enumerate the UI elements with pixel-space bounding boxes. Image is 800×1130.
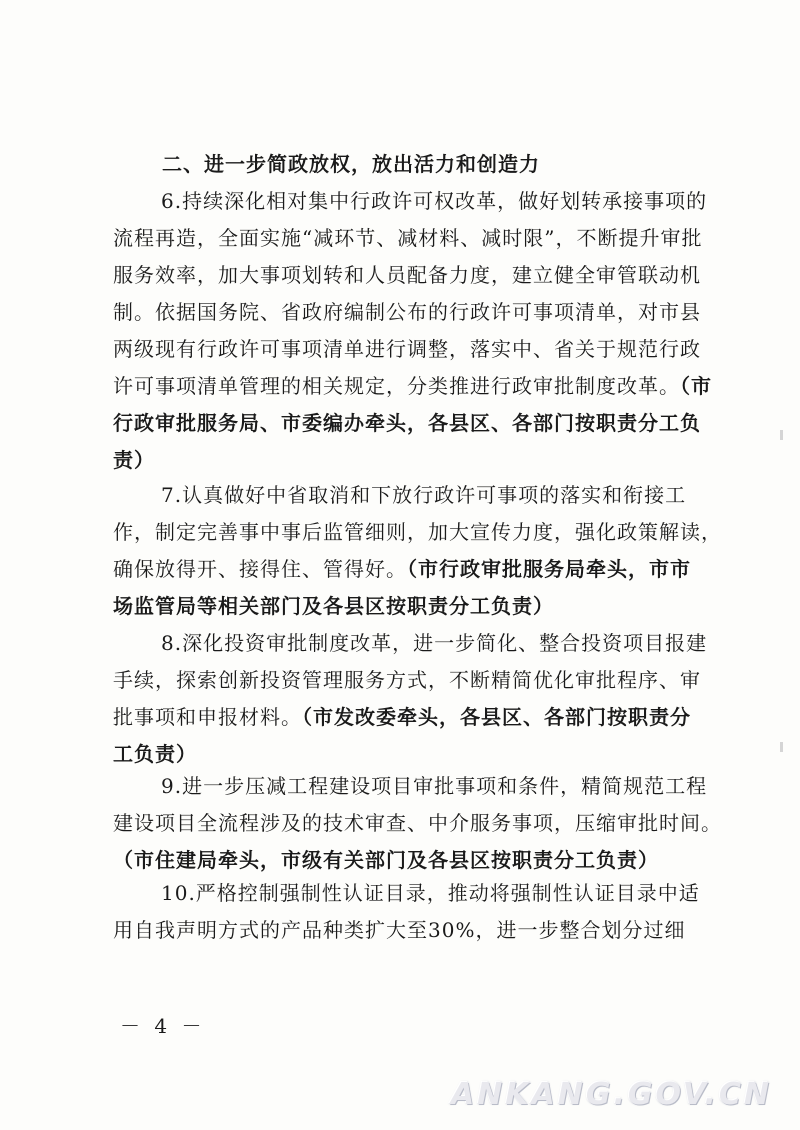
- text-line: 手续，探索创新投资管理服务方式，不断精简优化审批程序、审: [113, 668, 701, 692]
- text-line: 建设项目全流程涉及的技术审查、中介服务事项，压缩审批时间。: [113, 811, 722, 835]
- text-fragment: 许可事项清单管理的相关规定，分类推进行政审批制度改革。: [113, 374, 680, 398]
- text-line: [113, 551, 691, 588]
- responsibility-note: （市: [680, 374, 712, 398]
- text-line: 用自我声明方式的产品种类扩大至30%，进一步整合划分过细: [113, 918, 686, 942]
- text-line: 作，制定完善事中事后监管细则，加大宣传力度，强化政策解读，: [113, 520, 722, 544]
- text-line: 8.深化投资审批制度改革，进一步简化、整合投资项目报建: [161, 631, 708, 655]
- responsibility-note: （市发改委牵头，各县区、各部门按职责分: [302, 705, 691, 729]
- responsibility-note: 行政审批服务局、市委编办牵头，各县区、各部门按职责分工负: [113, 411, 701, 435]
- text-line: 7.认真做好中省取消和下放行政许可事项的落实和衔接工: [161, 483, 687, 507]
- scan-mark: [780, 430, 783, 440]
- text-line: [113, 368, 712, 405]
- responsibility-note: 场监管局等相关部门及各县区按职责分工负责）: [113, 594, 554, 618]
- responsibility-note: （市行政审批服务局牵头，市市: [407, 557, 691, 581]
- paragraph-item-10: [113, 875, 700, 949]
- paragraph-item-7: [113, 477, 722, 625]
- site-watermark: ANKANG.GOV.CN: [450, 1077, 772, 1112]
- text-line: 服务效率，加大事项划转和人员配备力度，建立健全审管联动机: [113, 263, 701, 287]
- text-line: [113, 699, 691, 736]
- text-line: 6.持续深化相对集中行政许可权改革，做好划转承接事项的: [161, 189, 708, 213]
- responsibility-note: 工负责）: [113, 742, 197, 766]
- text-line: 制。依据国务院、省政府编制公布的行政许可事项清单，对市县: [113, 300, 701, 324]
- page-number: － 4 －: [120, 1014, 206, 1038]
- paragraph-item-6: [113, 183, 712, 479]
- responsibility-note: （市住建局牵头，市级有关部门及各县区按职责分工负责）: [113, 848, 659, 872]
- text-fragment: 确保放得开、接得住、管得好。: [113, 557, 407, 581]
- text-line: 两级现有行政许可事项清单进行调整，落实中、省关于规范行政: [113, 337, 701, 361]
- text-line: 9.进一步压减工程建设项目审批事项和条件，精简规范工程: [161, 774, 708, 798]
- text-fragment: 批事项和申报材料。: [113, 705, 302, 729]
- text-line: 流程再造，全面实施“减环节、减材料、减时限”，不断提升审批: [113, 226, 703, 250]
- responsibility-note-end: 责）: [113, 448, 155, 472]
- paragraph-item-8: [113, 625, 708, 773]
- scan-mark: [780, 742, 783, 752]
- section-heading: 二、进一步简政放权，放出活力和创造力: [162, 152, 540, 176]
- paragraph-item-9: [113, 768, 722, 879]
- text-line: 10.严格控制强制性认证目录，推动将强制性认证目录中适: [161, 881, 700, 905]
